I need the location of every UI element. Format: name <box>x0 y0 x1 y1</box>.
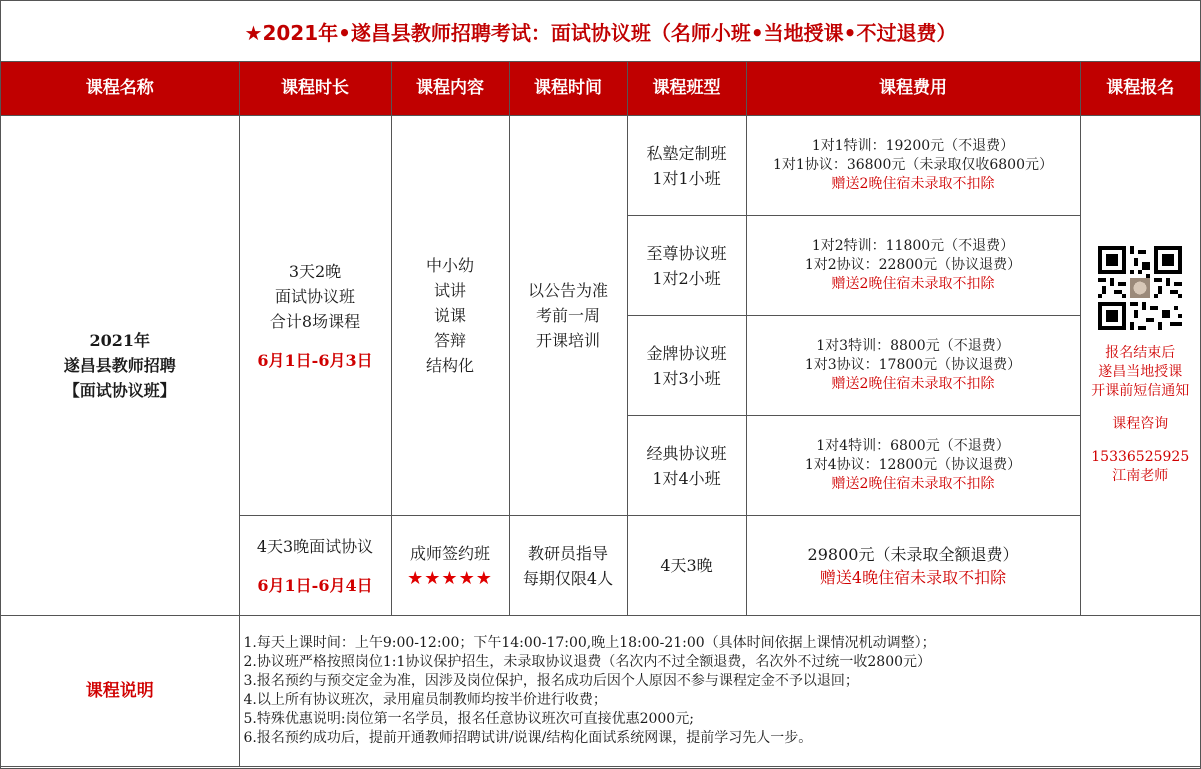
fee-agreement: 1对3协议：17800元（协议退费） <box>804 357 1022 373</box>
content-line: 中小幼 <box>425 256 474 275</box>
note-line: 4.以上所有协议班次，录用雇员制教师均按半价进行收费； <box>243 692 607 708</box>
class-type-cell <box>627 216 746 316</box>
fee-cell <box>746 416 1080 516</box>
fee-agreement: 1对4协议：12800元（协议退费） <box>804 457 1022 473</box>
class-type-size: 1对4小班 <box>652 468 721 488</box>
class-type-size: 1对1小班 <box>652 168 721 188</box>
note-line: 3.报名预约与预交定金为准，因涉及岗位保护，报名成功后因个人原因不参与课程定金不予以退回； <box>243 673 859 689</box>
fee-gift: 赠送2晚住宿未录取不扣除 <box>831 276 995 292</box>
consult-teacher: 江南老师 <box>1112 467 1169 484</box>
consult-phone[interactable]: 15336525925 <box>1091 448 1190 465</box>
note-line: 2.协议班严格按照岗位1:1协议保护招生，未录取协议退费（名次内不过全额退费，名次外不过统一收2800元） <box>243 654 932 670</box>
signup-note-line: 开课前短信通知 <box>1091 382 1190 399</box>
class-type-name: 私塾定制班 <box>646 143 727 163</box>
content-cell <box>391 516 509 616</box>
fee-cell <box>746 316 1080 416</box>
time-line: 每期仅限4人 <box>522 568 614 588</box>
class-type-size: 1对3小班 <box>652 368 721 388</box>
class-type-cell <box>627 516 746 616</box>
duration-line: 3天2晚 <box>288 261 342 281</box>
header-row <box>1 62 1200 116</box>
content-line: 答辩 <box>433 331 466 350</box>
header-fee: 课程费用 <box>746 62 1080 116</box>
class-type-name: 经典协议班 <box>646 443 727 463</box>
fee-training: 1对3特训：8800元（不退费） <box>816 338 1010 354</box>
star-rating: ★★★★★ <box>407 567 493 589</box>
fee-gift: 赠送4晚住宿未录取不扣除 <box>819 567 1007 587</box>
duration-cell <box>239 116 391 516</box>
date-range: 6月1日-6月4日 <box>257 575 373 595</box>
signup-note-line: 报名结束后 <box>1105 344 1176 361</box>
header-class-type: 课程班型 <box>627 62 746 116</box>
fee-cell <box>746 116 1080 216</box>
content-line: 试讲 <box>433 281 466 300</box>
time-line: 以公告为准 <box>527 281 608 300</box>
header-time: 课程时间 <box>509 62 627 116</box>
course-name-line: 【面试协议班】 <box>63 381 176 400</box>
header-signup: 课程报名 <box>1080 62 1200 116</box>
class-type-name: 4天3晚 <box>660 556 713 575</box>
header-content: 课程内容 <box>391 62 509 116</box>
time-line: 考前一周 <box>535 306 600 325</box>
signup-note-line: 遂昌当地授课 <box>1098 363 1183 380</box>
notes-cell <box>239 616 1200 767</box>
duration-line: 合计8场课程 <box>269 311 361 331</box>
time-line: 开课培训 <box>535 331 600 350</box>
course-name-line: 2021年 <box>89 331 151 350</box>
time-cell <box>509 116 627 516</box>
class-type-cell <box>627 316 746 416</box>
fee-cell <box>746 516 1080 616</box>
note-line: 1.每天上课时间：上午9:00-12:00；下午14:00-17:00,晚上18:00-21:00（具体时间依据上课情况机动调整）； <box>243 635 936 651</box>
fee-gift: 赠送2晚住宿未录取不扣除 <box>831 376 995 392</box>
content-line: 说课 <box>433 306 466 325</box>
note-line: 5.特殊优惠说明:岗位第一名学员，报名任意协议班次可直接优惠2000元; <box>243 711 694 727</box>
notes-row <box>1 616 1200 767</box>
class-type-cell <box>627 116 746 216</box>
class-type-cell <box>627 416 746 516</box>
signup-cell <box>1080 116 1200 616</box>
fee-gift: 赠送2晚住宿未录取不扣除 <box>831 176 995 192</box>
fee-training: 1对1特训：19200元（不退费） <box>811 138 1015 154</box>
fee-agreement: 1对2协议：22800元（协议退费） <box>804 257 1022 273</box>
content-line: 成师签约班 <box>409 543 490 563</box>
content-cell <box>391 116 509 516</box>
fee-gift: 赠送2晚住宿未录取不扣除 <box>831 476 995 492</box>
fee-training: 1对4特训：6800元（不退费） <box>816 438 1010 454</box>
header-course-name: 课程名称 <box>1 62 239 116</box>
course-name-line: 遂昌县教师招聘 <box>63 356 176 375</box>
table-row <box>1 116 1200 216</box>
qr-code-icon[interactable] <box>1098 246 1182 330</box>
class-type-name: 至尊协议班 <box>646 243 727 263</box>
fee-training: 1对2特训：11800元（不退费） <box>811 238 1015 254</box>
course-name-cell <box>1 116 239 616</box>
content-line: 结构化 <box>425 356 474 375</box>
fee-cell <box>746 216 1080 316</box>
page-title: ★2021年•遂昌县教师招聘考试：面试协议班（名师小班•当地授课•不过退费） <box>1 1 1200 62</box>
date-range: 6月1日-6月3日 <box>257 350 373 370</box>
duration-line: 面试协议班 <box>274 286 355 306</box>
class-type-size: 1对2小班 <box>652 268 721 288</box>
notes-label: 课程说明 <box>1 616 239 767</box>
note-line: 6.报名预约成功后，提前开通教师招聘试讲/说课/结构化面试系统网课，提前学习先人一步。 <box>243 730 813 746</box>
duration-cell <box>239 516 391 616</box>
time-line: 教研员指导 <box>527 543 608 563</box>
duration-line: 4天3晚面试协议 <box>256 536 374 556</box>
header-duration: 课程时长 <box>239 62 391 116</box>
time-cell <box>509 516 627 616</box>
class-type-name: 金牌协议班 <box>646 343 727 363</box>
course-table <box>1 62 1200 767</box>
fee-agreement: 1对1协议：36800元（未录取仅收6800元） <box>773 157 1053 173</box>
fee-agreement: 29800元（未录取全额退费） <box>807 544 1019 564</box>
consult-label: 课程咨询 <box>1112 415 1169 432</box>
